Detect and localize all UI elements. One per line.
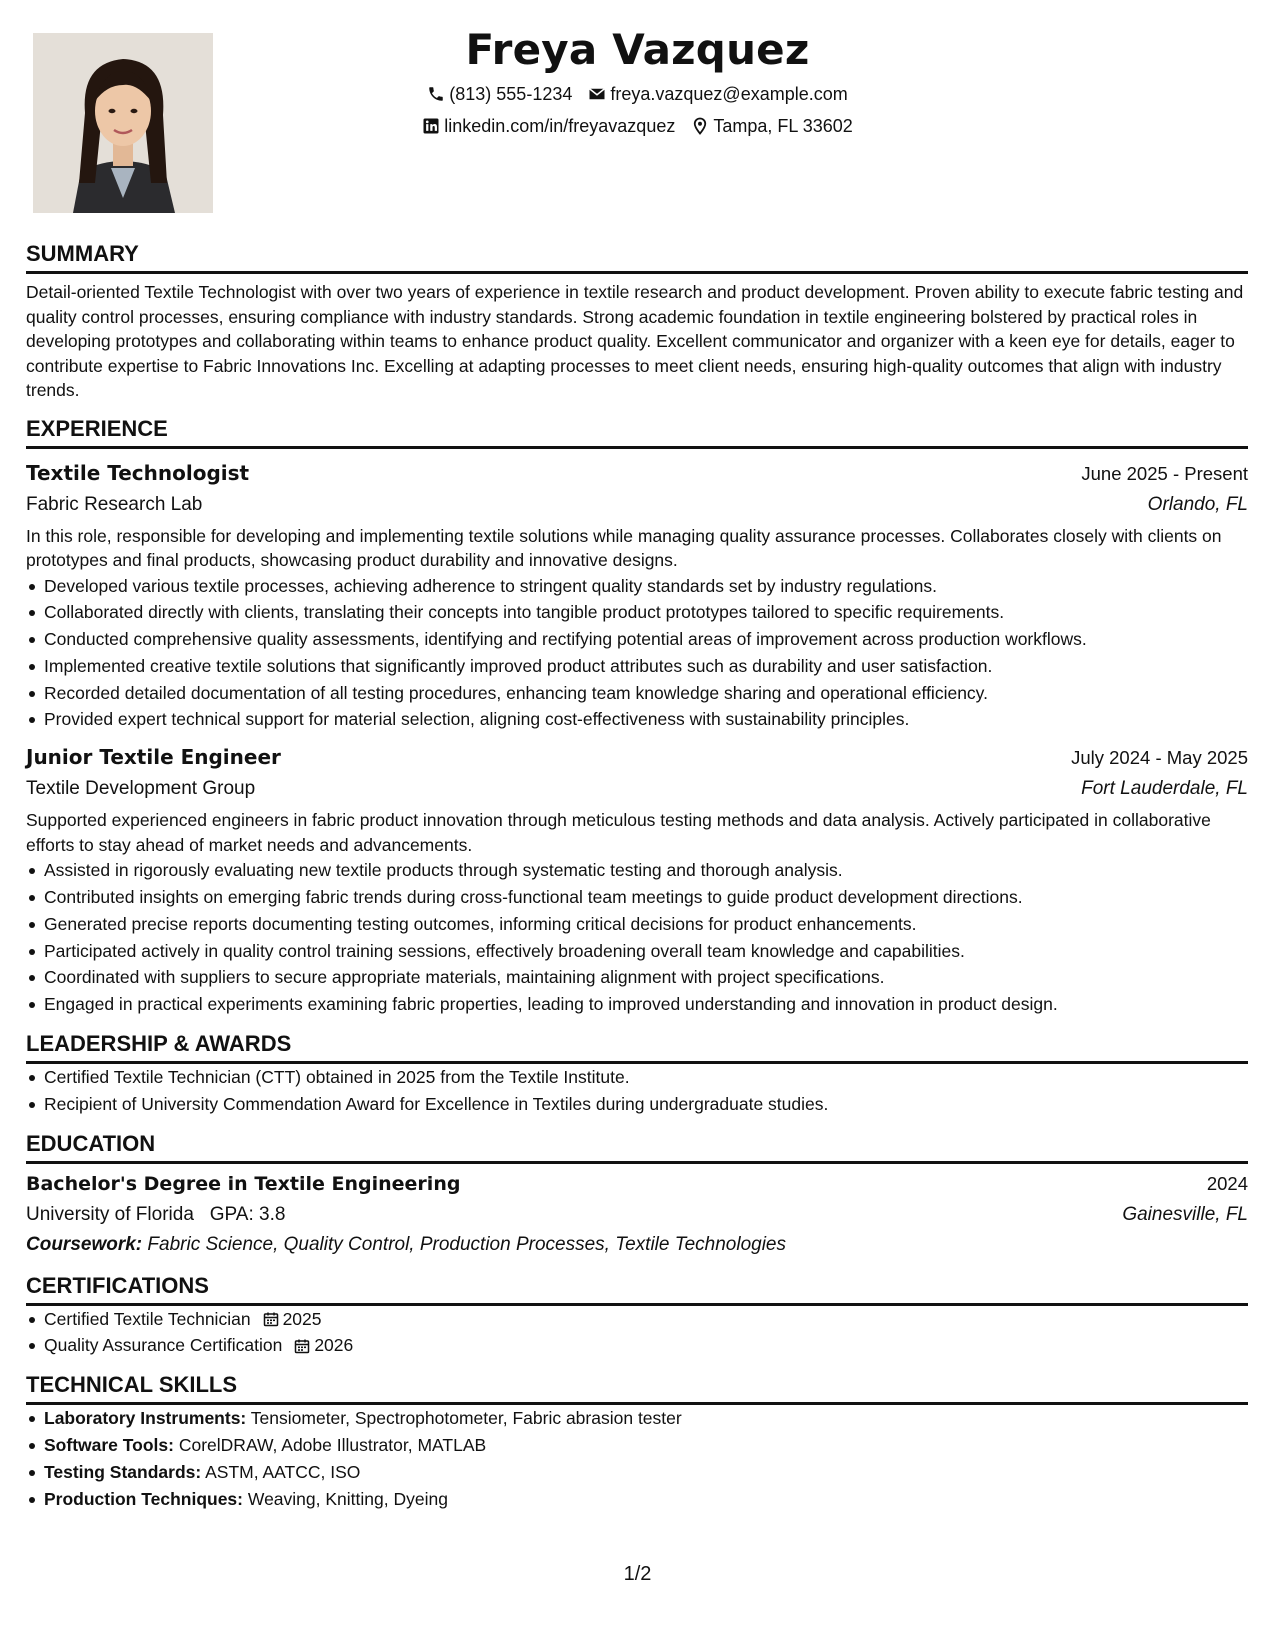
calendar-icon <box>294 1338 310 1354</box>
section-title-education: EDUCATION <box>26 1130 1248 1164</box>
certification-name: Quality Assurance Certification <box>44 1335 283 1356</box>
resume-content <box>26 240 1248 1524</box>
list-item: Contributed insights on emerging fabric trends during cross-functional team meetings to guide product development directions. <box>44 884 1248 911</box>
summary-text: Detail-oriented Textile Technologist with over two years of experience in textile research and product development. Proven ability to execute fabric testing and quality control processes, ensuring compliance with industry standards. Strong academic foundation in textile engineering bolstered by practical roles in developing prototypes and collaborating within teams to enhance product quality. Excellent communicator and organizer with a keen eye for details, eager to contribute expertise to Fabric Innovations Inc. Excelling at adapting processes to meet client needs, ensuring high-quality outcomes that align with industry trends. <box>26 282 1244 400</box>
section-title-summary: SUMMARY <box>26 240 1248 274</box>
education-gpa: GPA: 3.8 <box>209 1203 286 1225</box>
job-entry <box>26 457 1248 734</box>
list-item: Engaged in practical experiments examining fabric properties, leading to improved understanding and innovation in product design. <box>44 991 1248 1018</box>
profile-photo <box>33 33 213 213</box>
skill-label: Software Tools: <box>44 1435 174 1456</box>
list-item: Assisted in rigorously evaluating new textile products through systematic testing and thorough analysis. <box>44 857 1248 884</box>
skill-label: Laboratory Instruments: <box>44 1408 247 1429</box>
contact-email[interactable] <box>588 78 847 110</box>
certification-name: Certified Textile Technician <box>44 1308 251 1329</box>
job-company-row <box>26 774 1248 804</box>
certification-entry <box>44 1332 353 1359</box>
contact-linkedin[interactable] <box>422 110 675 142</box>
education-degree-row <box>26 1168 1248 1200</box>
linkedin-text[interactable]: linkedin.com/in/freyavazquez <box>444 116 676 136</box>
job-description: In this role, responsible for developing and implementing textile solutions while managing quality assurance processes. Collaborates closely with clients on prototypes and final products, showcasing product durability and innovative designs. <box>26 525 1222 570</box>
skill-label: Production Techniques: <box>44 1488 243 1509</box>
skill-value: CorelDRAW, Adobe Illustrator, MATLAB <box>178 1435 487 1456</box>
portrait-illustration <box>33 33 213 213</box>
job-dates: July 2024 - May 2025 <box>1071 747 1248 769</box>
list-item: Provided expert technical support for material selection, aligning cost-effectiveness with sustainability principles. <box>44 706 1248 733</box>
section-title-experience: EXPERIENCE <box>26 415 1248 449</box>
list-item <box>44 1306 1248 1333</box>
contact-line-1 <box>260 78 1015 110</box>
skills-section <box>26 1371 1248 1512</box>
list-item: Conducted comprehensive quality assessments, identifying and rectifying potential areas of improvement across production workflows. <box>44 626 1248 653</box>
job-entry <box>26 741 1248 1018</box>
job-bullets <box>26 857 1248 1018</box>
skill-value: Weaving, Knitting, Dyeing <box>247 1488 448 1509</box>
education-location: Gainesville, FL <box>1122 1203 1248 1225</box>
coursework-label: Coursework: <box>26 1233 143 1255</box>
experience-section <box>26 415 1248 1019</box>
job-location: Fort Lauderdale, FL <box>1081 778 1248 800</box>
list-item: Participated actively in quality control training sessions, effectively broadening overall team knowledge and capabilities. <box>44 938 1248 965</box>
job-description: Supported experienced engineers in fabric product innovation through meticulous testing methods and data analysis. Actively participated in collaborative efforts to stay ahead of market needs and advancements. <box>26 810 1211 855</box>
section-title-skills: TECHNICAL SKILLS <box>26 1371 1248 1405</box>
list-item: Generated precise reports documenting testing outcomes, informing critical decisions for product enhancements. <box>44 911 1248 938</box>
job-title: Textile Technologist <box>26 460 250 485</box>
contact-line-2 <box>260 110 1015 142</box>
page-number: 1/2 <box>623 1563 652 1585</box>
resume-header <box>260 22 1015 142</box>
skill-value: Tensiometer, Spectrophotometer, Fabric abrasion tester <box>250 1408 682 1429</box>
certifications-list <box>26 1306 1248 1360</box>
location-text: Tampa, FL 33602 <box>713 116 853 136</box>
job-company-row <box>26 490 1248 520</box>
email-text[interactable]: freya.vazquez@example.com <box>610 84 848 104</box>
list-item: Developed various textile processes, achieving adherence to stringent quality standards set by industry regulations. <box>44 573 1248 600</box>
list-item <box>44 1332 1248 1359</box>
phone-icon <box>427 85 445 103</box>
contact-phone <box>427 78 572 110</box>
certification-year: 2026 <box>314 1335 354 1356</box>
job-bullets <box>26 573 1248 734</box>
list-item <box>44 1432 1248 1459</box>
job-header-row <box>26 741 1248 774</box>
education-coursework <box>26 1230 1248 1260</box>
education-degree: Bachelor's Degree in Textile Engineering <box>26 1172 461 1195</box>
coursework-text: Fabric Science, Quality Control, Production Processes, Textile Technologies <box>147 1233 786 1255</box>
job-dates: June 2025 - Present <box>1081 462 1248 484</box>
awards-list <box>26 1064 1248 1118</box>
section-title-awards: LEADERSHIP & AWARDS <box>26 1030 1248 1064</box>
skill-label: Testing Standards: <box>44 1461 202 1482</box>
skills-list <box>26 1405 1248 1512</box>
job-company: Textile Development Group <box>26 778 256 800</box>
job-title: Junior Textile Engineer <box>26 745 281 770</box>
education-school-row <box>26 1200 1248 1230</box>
skill-value: ASTM, AATCC, ISO <box>205 1461 361 1482</box>
certifications-section <box>26 1272 1248 1360</box>
education-school-line <box>26 1200 285 1230</box>
list-item: Collaborated directly with clients, translating their concepts into tangible product prototypes tailored to specific requirements. <box>44 599 1248 626</box>
list-item <box>44 1405 1248 1432</box>
list-item: Coordinated with suppliers to secure appropriate materials, maintaining alignment with project specifications. <box>44 964 1248 991</box>
list-item: Certified Textile Technician (CTT) obtained in 2025 from the Textile Institute. <box>44 1064 1248 1091</box>
job-company: Fabric Research Lab <box>26 493 203 515</box>
certification-entry <box>44 1306 322 1333</box>
map-pin-icon <box>691 117 709 135</box>
awards-section <box>26 1030 1248 1118</box>
job-header-row <box>26 457 1248 490</box>
list-item <box>44 1486 1248 1513</box>
education-section <box>26 1130 1248 1260</box>
job-location: Orlando, FL <box>1147 493 1248 515</box>
section-title-certifications: CERTIFICATIONS <box>26 1272 1248 1306</box>
linkedin-icon <box>422 117 440 135</box>
certification-year: 2025 <box>282 1308 322 1329</box>
calendar-icon <box>263 1311 279 1327</box>
education-school: University of Florida <box>26 1203 194 1225</box>
candidate-name: Freya Vazquez <box>465 25 810 74</box>
list-item: Recorded detailed documentation of all testing procedures, enhancing team knowledge sharing and operational efficiency. <box>44 680 1248 707</box>
phone-text: (813) 555-1234 <box>449 84 573 104</box>
envelope-icon <box>588 85 606 103</box>
education-year: 2024 <box>1206 1172 1248 1194</box>
summary-section <box>26 240 1248 403</box>
contact-location <box>691 110 852 142</box>
list-item: Implemented creative textile solutions that significantly improved product attributes such as durability and user satisfaction. <box>44 653 1248 680</box>
list-item: Recipient of University Commendation Award for Excellence in Textiles during undergraduate studies. <box>44 1091 1248 1118</box>
list-item <box>44 1459 1248 1486</box>
